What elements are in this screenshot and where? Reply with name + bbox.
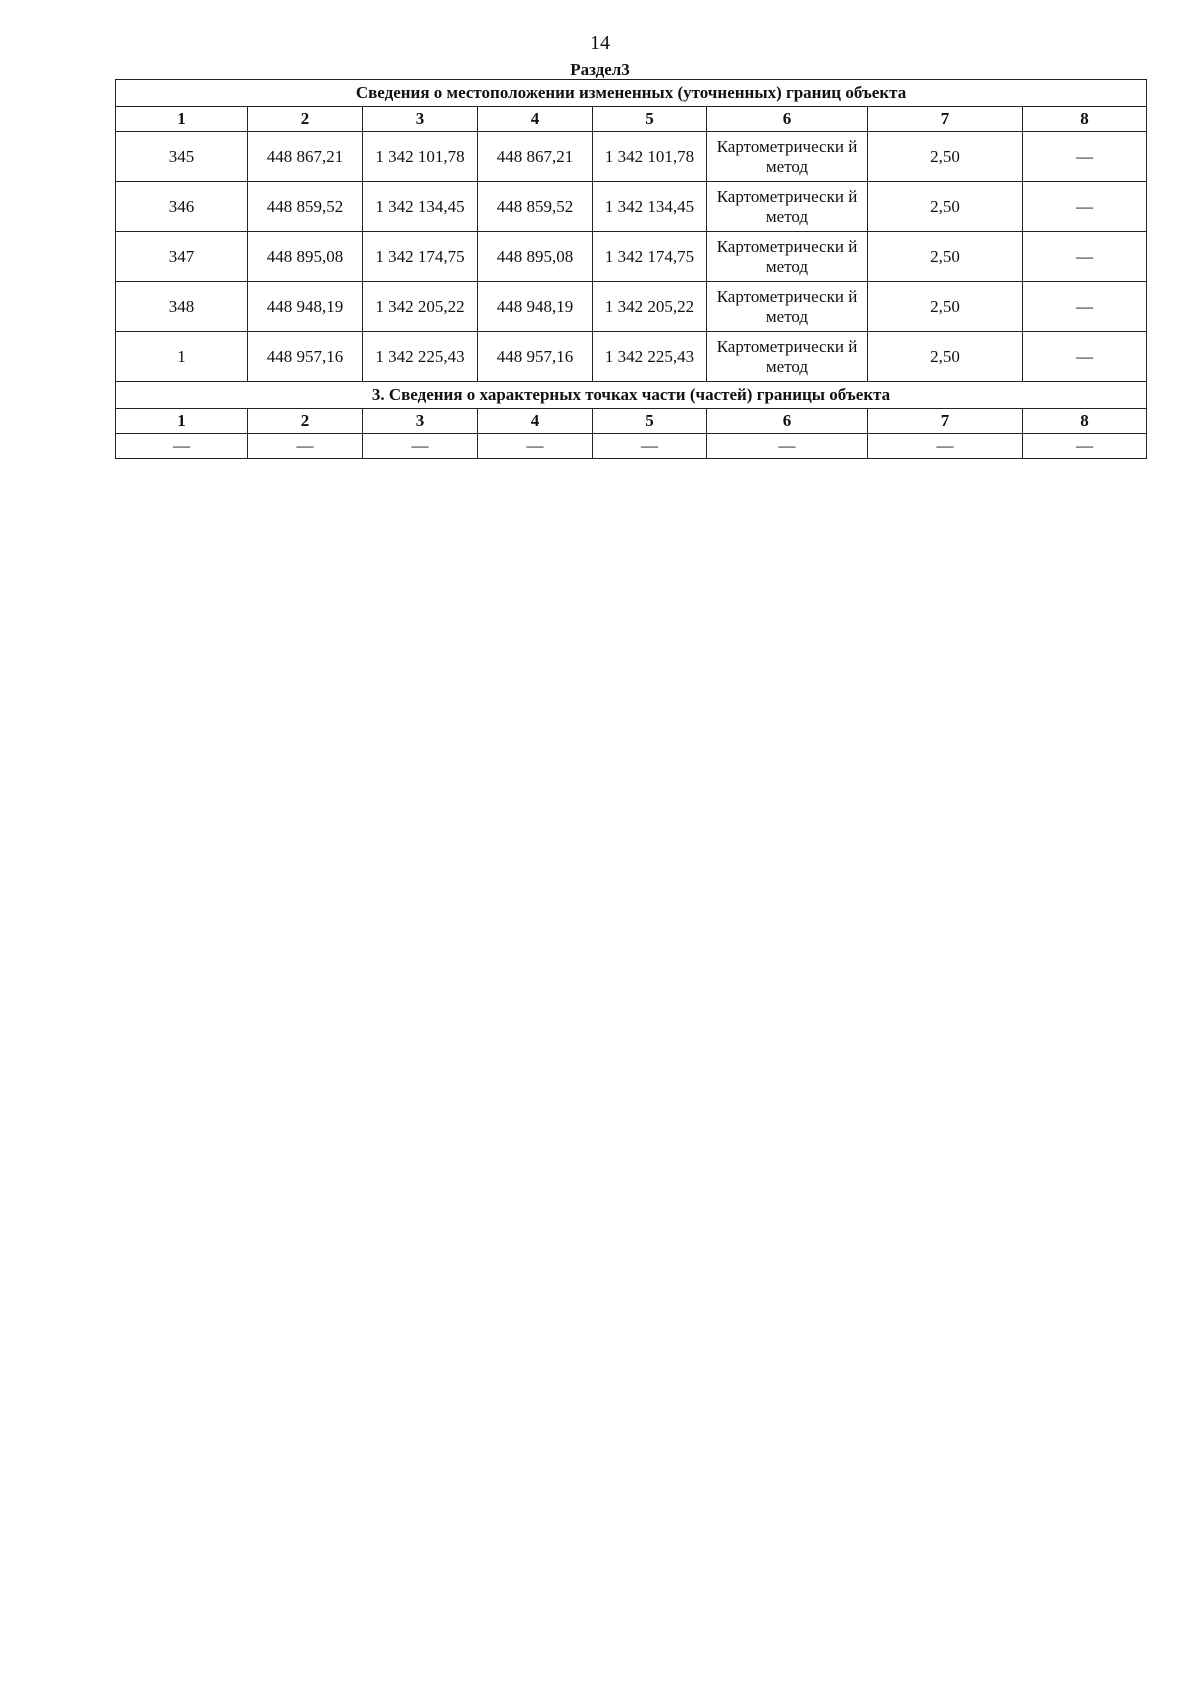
table-cell: 2,50 bbox=[868, 282, 1023, 332]
section-title: Раздел3 bbox=[570, 60, 630, 79]
column-header: 7 bbox=[868, 107, 1023, 132]
table-cell: — bbox=[1023, 434, 1147, 459]
table-cell: — bbox=[1023, 132, 1147, 182]
table-body bbox=[116, 80, 1147, 459]
table-cell: — bbox=[478, 434, 593, 459]
table-cell: 347 bbox=[116, 232, 248, 282]
table-cell: 2,50 bbox=[868, 182, 1023, 232]
table-row bbox=[116, 232, 1147, 282]
table-cell: 448 895,08 bbox=[478, 232, 593, 282]
table-cell: 1 bbox=[116, 332, 248, 382]
column-header: 5 bbox=[593, 107, 707, 132]
table-cell: — bbox=[116, 434, 248, 459]
column-header: 2 bbox=[248, 107, 363, 132]
table1-header-row bbox=[116, 107, 1147, 132]
table-cell: 448 859,52 bbox=[478, 182, 593, 232]
table-cell: — bbox=[363, 434, 478, 459]
table-cell: 448 948,19 bbox=[478, 282, 593, 332]
column-header: 6 bbox=[707, 409, 868, 434]
table-row bbox=[116, 282, 1147, 332]
table2-caption-row bbox=[116, 382, 1147, 409]
table-cell: 2,50 bbox=[868, 332, 1023, 382]
column-header: 4 bbox=[478, 107, 593, 132]
table-cell: — bbox=[248, 434, 363, 459]
table1-caption-row bbox=[116, 80, 1147, 107]
boundary-table bbox=[115, 79, 1147, 459]
table-cell: 448 895,08 bbox=[248, 232, 363, 282]
table1-caption: Сведения о местоположении измененных (уточненных) границ объекта bbox=[116, 80, 1147, 107]
table-row bbox=[116, 332, 1147, 382]
table-cell: — bbox=[1023, 282, 1147, 332]
column-header: 1 bbox=[116, 107, 248, 132]
table-cell: 448 957,16 bbox=[248, 332, 363, 382]
table-cell: 1 342 225,43 bbox=[363, 332, 478, 382]
column-header: 1 bbox=[116, 409, 248, 434]
table-cell: 2,50 bbox=[868, 132, 1023, 182]
column-header: 2 bbox=[248, 409, 363, 434]
table-cell: 346 bbox=[116, 182, 248, 232]
column-header: 4 bbox=[478, 409, 593, 434]
table-cell: 1 342 225,43 bbox=[593, 332, 707, 382]
table-cell: 1 342 174,75 bbox=[593, 232, 707, 282]
table-cell: — bbox=[707, 434, 868, 459]
table-cell: 448 957,16 bbox=[478, 332, 593, 382]
table-cell: Картометрически й метод bbox=[707, 232, 868, 282]
column-header: 8 bbox=[1023, 409, 1147, 434]
column-header: 7 bbox=[868, 409, 1023, 434]
table-cell: Картометрически й метод bbox=[707, 132, 868, 182]
table-cell: 345 bbox=[116, 132, 248, 182]
column-header: 3 bbox=[363, 107, 478, 132]
table-cell: 1 342 205,22 bbox=[593, 282, 707, 332]
table-cell: — bbox=[1023, 332, 1147, 382]
table-cell: 1 342 174,75 bbox=[363, 232, 478, 282]
table-cell: — bbox=[1023, 182, 1147, 232]
table-cell: 1 342 134,45 bbox=[593, 182, 707, 232]
table-cell: Картометрически й метод bbox=[707, 182, 868, 232]
column-header: 3 bbox=[363, 409, 478, 434]
table-cell: — bbox=[868, 434, 1023, 459]
table-cell: 1 342 101,78 bbox=[363, 132, 478, 182]
table-cell: 448 867,21 bbox=[478, 132, 593, 182]
table2-header-row bbox=[116, 409, 1147, 434]
table-cell: 1 342 134,45 bbox=[363, 182, 478, 232]
table-cell: Картометрически й метод bbox=[707, 332, 868, 382]
table-row bbox=[116, 434, 1147, 459]
table-cell: 2,50 bbox=[868, 232, 1023, 282]
table-row bbox=[116, 182, 1147, 232]
column-header: 6 bbox=[707, 107, 868, 132]
table-cell: 348 bbox=[116, 282, 248, 332]
table2-caption: 3. Сведения о характерных точках части (частей) границы объекта bbox=[116, 382, 1147, 409]
table-cell: 448 867,21 bbox=[248, 132, 363, 182]
table-cell: — bbox=[593, 434, 707, 459]
table-cell: 448 859,52 bbox=[248, 182, 363, 232]
column-header: 8 bbox=[1023, 107, 1147, 132]
table-cell: 1 342 205,22 bbox=[363, 282, 478, 332]
table-cell: 448 948,19 bbox=[248, 282, 363, 332]
column-header: 5 bbox=[593, 409, 707, 434]
table-cell: 1 342 101,78 bbox=[593, 132, 707, 182]
table-cell: — bbox=[1023, 232, 1147, 282]
table-row bbox=[116, 132, 1147, 182]
page-number: 14 bbox=[590, 32, 610, 54]
table-cell: Картометрически й метод bbox=[707, 282, 868, 332]
